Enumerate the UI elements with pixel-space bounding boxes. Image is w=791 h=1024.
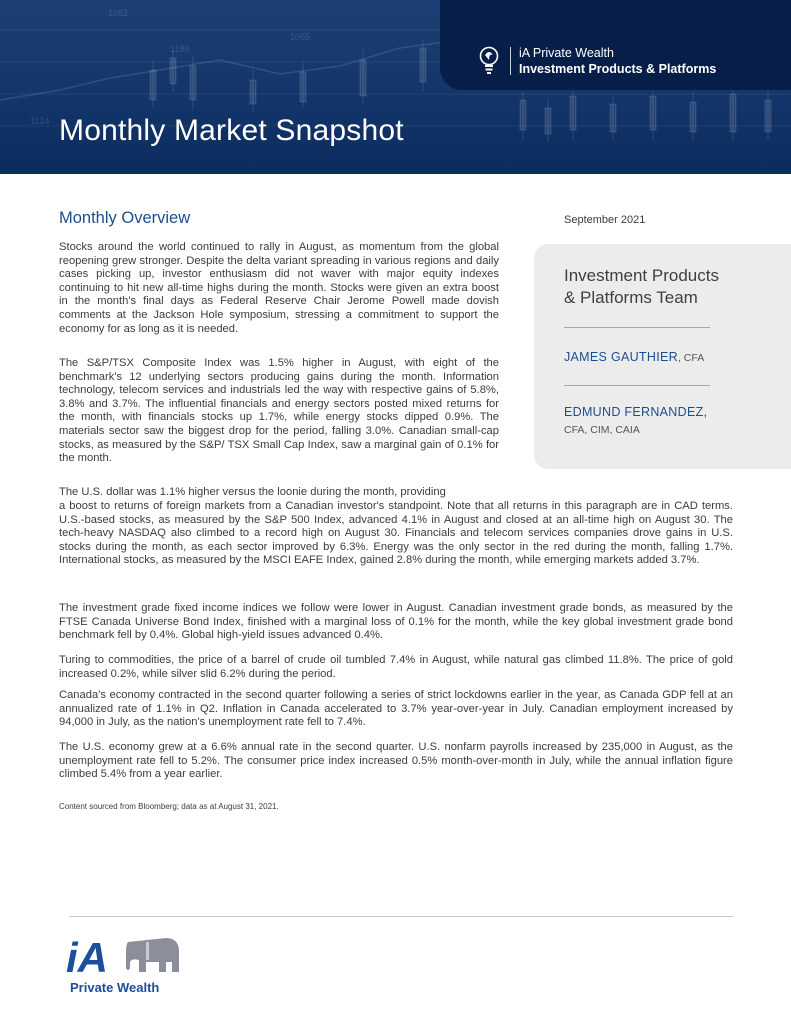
brand-box: [440, 0, 791, 90]
brand-name: iA Private Wealth: [519, 46, 614, 60]
brand-division: Investment Products & Platforms: [519, 62, 717, 76]
page-title: Monthly Market Snapshot: [59, 114, 404, 147]
bg-tick-label: 1188: [170, 44, 190, 54]
source-footnote: Content sourced from Bloomberg; data as at August 31, 2021.: [59, 802, 279, 811]
paragraph: a boost to returns of foreign markets from a Canadian investor's standpoint. Note that all returns in this paragraph are in CAD terms. U.S.-based stocks, as measured by the S&P 500 Index, advanced 4.1% in August and closed at an all-time high on August 30. The tech-heavy NASDAQ also climbed to a record high on August 30. Financials and telecom services companies drove gains in U.S. stocks during the month, as each sector improved by 6.3%. Energy was the only sector in the red during the month, falling 1.7%. International stocks, as measured by the MSCI EAFE Index, gained 2.8% during the month, while emerging markets added 3.7%.: [59, 500, 733, 567]
divider: [564, 385, 710, 386]
paragraph: The U.S. dollar was 1.1% higher versus the loonie during the month, providing: [59, 486, 446, 498]
team-card-title: [564, 265, 774, 309]
section-title: Monthly Overview: [59, 209, 191, 227]
paragraph: The S&P/TSX Composite Index was 1.5% higher in August, with eight of the benchmark's 12 underlying sectors producing gains during the month. Information technology, telecom services and industrials led the way with respective gains of 5.8%, 3.8% and 3.7%. The influential financials and energy sectors posted mixed returns for the month, with financials stocks up 1.7%, while energy stocks dipped 0.9%. The materials sector saw the biggest drop for the period, falling 3.0%. Canadian small-cap stocks, as measured by the S&P/ TSX Small Cap Index, saw a marginal gain of 0.1% for the month.: [59, 357, 499, 465]
bg-tick-label: 1082: [108, 8, 129, 18]
team-title-line2: & Platforms Team: [564, 288, 698, 307]
bg-tick-label: 1065: [290, 32, 311, 42]
footer-divider: [69, 916, 733, 917]
team-member-name: EDMUND FERNANDEZ,: [564, 405, 708, 419]
bg-tick-label: 1124: [30, 116, 50, 126]
paragraph: The U.S. economy grew at a 6.6% annual rate in the second quarter. U.S. nonfarm payrolls increased by 235,000 in August, as the unemployment rate fell to 5.2%. The consumer price index increased 0.5% month-over-month in July, while the annual inflation figure climbed 5.4% from a year earlier.: [59, 741, 733, 781]
team-member-credentials: CFA, CIM, CAIA: [564, 424, 640, 436]
team-member-name: JAMES GAUTHIER, CFA: [564, 350, 705, 364]
ia-private-wealth-logo: [66, 932, 182, 996]
publication-date: September 2021: [564, 214, 646, 226]
divider: [564, 327, 710, 328]
team-title-line1: Investment Products: [564, 266, 719, 285]
brand-separator: [510, 47, 511, 75]
logo-text: Private Wealth: [70, 980, 160, 995]
paragraph: Stocks around the world continued to rally in August, as momentum from the global reopening grew stronger. Despite the delta variant spreading in various regions and daily cases picking up, investor enthusiasm did not waver with major equity indexes continuing to hit new all-time highs during the month. Stocks were given an extra boost in the month's final days as Federal Reserve Chair Jerome Powell made dovish comments at the Jackson Hole symposium, stressing a commitment to support the economy for as long as it is needed.: [59, 241, 499, 335]
logo-letters: iA: [66, 934, 108, 981]
team-card: [534, 244, 791, 469]
lightbulb-icon: [478, 46, 500, 76]
paragraph: Canada's economy contracted in the second quarter following a series of strict lockdowns earlier in the year, as Canada GDP fell at an annualized rate of 1.1% in Q2. Inflation in Canada accelerated to 3.7% year-over-year in July. Canadian employment increased by 94,000 in July, as the nation's unemployment rate fell to 7.4%.: [59, 689, 733, 729]
paragraph: The investment grade fixed income indices we follow were lower in August. Canadian investment grade bonds, as measured by the FTSE Canada Universe Bond Index, finished with a marginal loss of 0.1% for the month, while the key global investment grade bond benchmark fell by 0.4%. Global high-yield issues advanced 0.4%.: [59, 602, 733, 642]
paragraph: Turing to commodities, the price of a barrel of crude oil tumbled 7.4% in August, while natural gas climbed 11.8%. The price of gold increased 0.2%, while silver slid 6.2% during the period.: [59, 654, 733, 680]
header-banner: [0, 0, 791, 174]
